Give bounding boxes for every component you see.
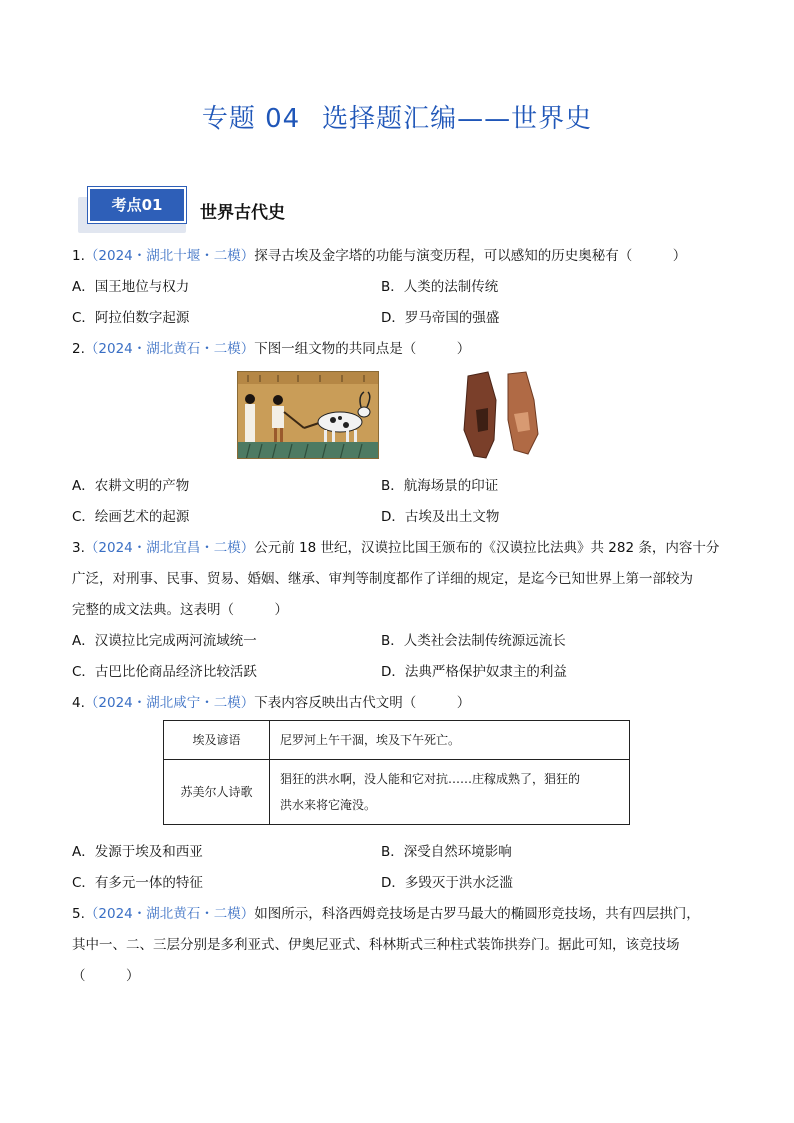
question-stem: 如图所示，科洛西姆竞技场是古罗马最大的椭圆形竞技场，共有四层拱门， bbox=[254, 906, 700, 922]
table-text: 尼罗河上午干涸，埃及下午死亡。 bbox=[280, 733, 461, 747]
question-4 bbox=[72, 693, 470, 713]
q2-option-b[interactable]: B．航海场景的印证 bbox=[381, 478, 499, 494]
question-stem: 下图一组文物的共同点是（ ） bbox=[254, 341, 471, 357]
question-number: 1. bbox=[72, 248, 85, 264]
question-source: （2024・湖北黄石・二模） bbox=[84, 906, 255, 922]
q2-option-a[interactable]: A．农耕文明的产物 bbox=[72, 478, 190, 494]
question-5 bbox=[72, 904, 700, 924]
q1-option-a[interactable]: A．国王地位与权力 bbox=[72, 279, 190, 295]
q4-option-a[interactable]: A．发源于埃及和西亚 bbox=[72, 844, 203, 860]
q4-option-c[interactable]: C．有多元一体的特征 bbox=[72, 875, 203, 891]
table-row-content bbox=[270, 721, 630, 760]
q2-option-c[interactable]: C．绘画艺术的起源 bbox=[72, 509, 190, 525]
title-topic-name: 选择题汇编——世界史 bbox=[322, 104, 593, 134]
table-text: 洪水来将它淹没。 bbox=[280, 798, 377, 812]
question-number: 3. bbox=[72, 540, 85, 556]
q3-option-b[interactable]: B．人类社会法制传统源远流长 bbox=[381, 633, 566, 649]
question-source: （2024・湖北宜昌・二模） bbox=[84, 540, 255, 556]
q3-option-c[interactable]: C．古巴比伦商品经济比较活跃 bbox=[72, 664, 257, 680]
q4-option-d[interactable]: D．多毁灭于洪水泛滥 bbox=[381, 875, 513, 891]
question-5-line-3: （ ） bbox=[72, 968, 140, 984]
question-1 bbox=[72, 246, 686, 266]
question-stem: 下表内容反映出古代文明（ ） bbox=[254, 695, 471, 711]
question-source: （2024・湖北十堰・二模） bbox=[84, 248, 255, 264]
q1-option-b[interactable]: B．人类的法制传统 bbox=[381, 279, 499, 295]
question-number: 4. bbox=[72, 695, 85, 711]
q4-source-table bbox=[163, 720, 630, 825]
q1-option-c[interactable]: C．阿拉伯数字起源 bbox=[72, 310, 190, 326]
question-stem: 探寻古埃及金字塔的功能与演变历程，可以感知的历史奥秘有（ ） bbox=[254, 248, 687, 264]
question-stem: 公元前 18 世纪，汉谟拉比国王颁布的《汉谟拉比法典》共 282 条，内容十分 bbox=[254, 540, 720, 556]
ancient-plough-artifact-image bbox=[458, 370, 543, 460]
section-title: 世界古代史 bbox=[200, 203, 285, 223]
table-row-label: 苏美尔人诗歌 bbox=[164, 760, 270, 825]
question-5-line-2: 其中一、二、三层分别是多利亚式、伊奥尼亚式、科林斯式三种柱式装饰拱券门。据此可知，该竞技场 bbox=[72, 937, 680, 953]
question-3-line-2: 广泛，对刑事、民事、贸易、婚姻、继承、审判等制度都作了详细的规定，是迄今已知世界上第一部较为 bbox=[72, 571, 693, 587]
question-3-line-3: 完整的成文法典。这表明（ ） bbox=[72, 602, 288, 618]
question-source: （2024・湖北咸宁・二模） bbox=[84, 695, 255, 711]
question-number: 5. bbox=[72, 906, 85, 922]
question-2 bbox=[72, 339, 470, 359]
question-source: （2024・湖北黄石・二模） bbox=[84, 341, 255, 357]
question-3 bbox=[72, 538, 719, 558]
q3-option-d[interactable]: D．法典严格保护奴隶主的利益 bbox=[381, 664, 567, 680]
title-topic-number: 专题 04 bbox=[201, 104, 301, 134]
question-number: 2. bbox=[72, 341, 85, 357]
q2-option-d[interactable]: D．古埃及出土文物 bbox=[381, 509, 500, 525]
table-text: 猖狂的洪水啊，没人能和它对抗……庄稼成熟了，猖狂的 bbox=[280, 772, 581, 786]
table-row-content bbox=[270, 760, 630, 825]
egyptian-ploughing-mural-image bbox=[237, 371, 379, 459]
section-badge-label: 考点01 bbox=[111, 196, 163, 214]
table-row-label: 埃及谚语 bbox=[164, 721, 270, 760]
table-row bbox=[164, 721, 630, 760]
page-title bbox=[0, 98, 794, 135]
section-badge bbox=[78, 187, 186, 233]
q3-option-a[interactable]: A．汉谟拉比完成两河流域统一 bbox=[72, 633, 257, 649]
q1-option-d[interactable]: D．罗马帝国的强盛 bbox=[381, 310, 500, 326]
q4-option-b[interactable]: B．深受自然环境影响 bbox=[381, 844, 512, 860]
table-row bbox=[164, 760, 630, 825]
